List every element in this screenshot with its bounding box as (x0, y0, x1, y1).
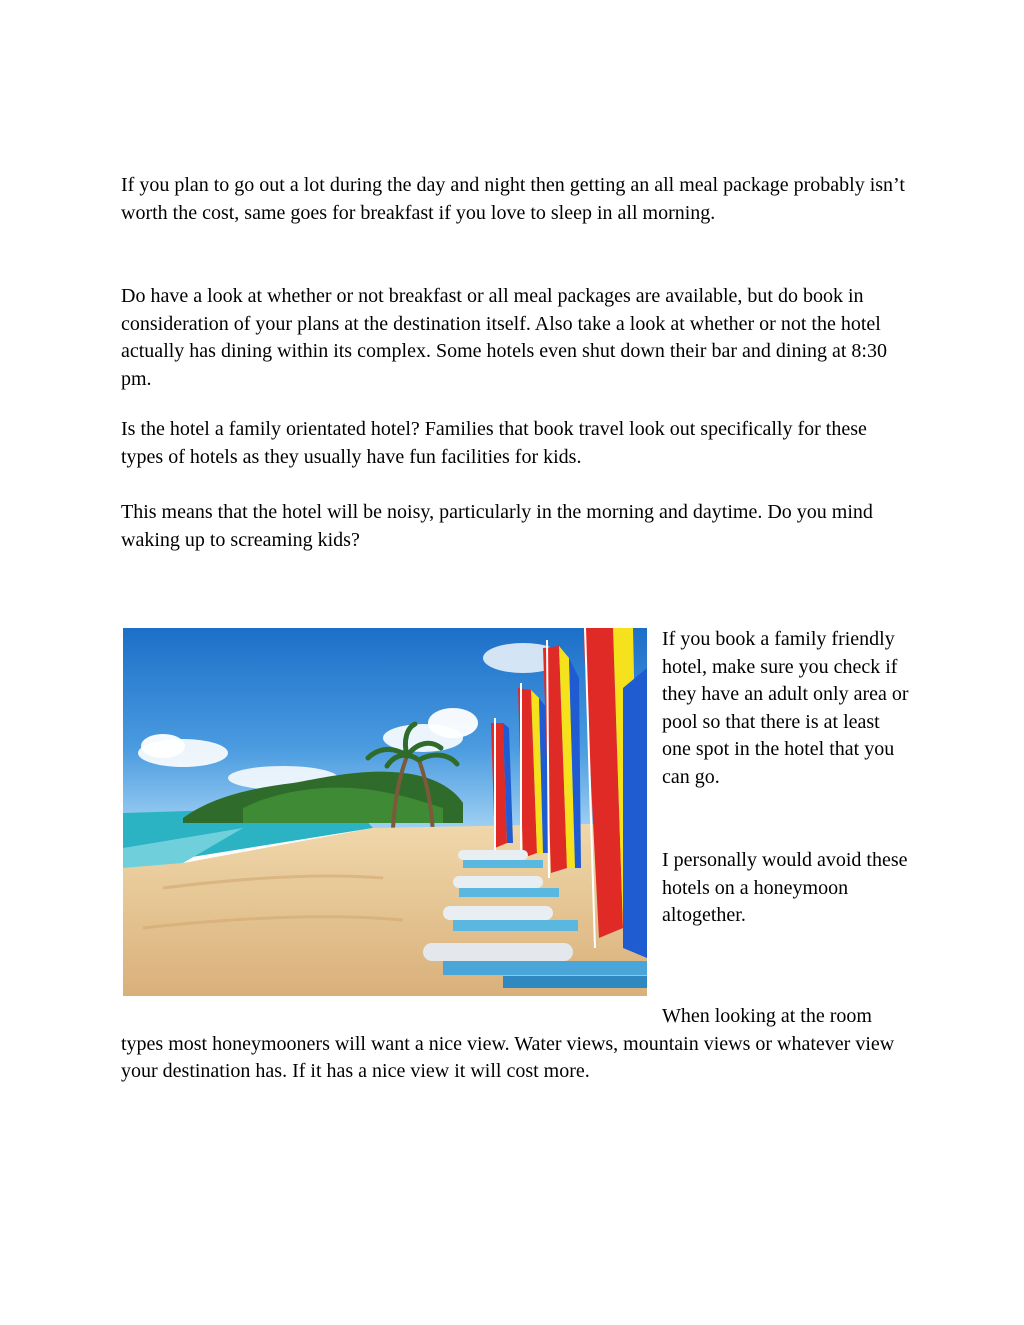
beach-catamaran-image (123, 628, 647, 996)
paragraph-meal-package: If you plan to go out a lot during the day and night then getting an all meal package probably isn’t worth the cost, same goes for breakfast if you love to sleep in all morning. (121, 174, 905, 224)
paragraph-room-view-rest: types most honeymooners will want a nice view. Water views, mountain views or whatever view your destination has. If it has a nice view it will cost more. (121, 1032, 895, 1083)
side-paragraph-avoid-honeymoon: I personally would avoid these hotels on a honeymoon altogether. (662, 849, 908, 927)
paragraph-noisy-hotel: This means that the hotel will be noisy, particularly in the morning and daytime. Do you mind waking up to screaming kids? (121, 501, 873, 551)
paragraph-room-view-lead: When looking at the room (662, 1005, 872, 1027)
paragraph-breakfast-check: Do have a look at whether or not breakfast or all meal packages are available, but do book in consideration of your plans at the destination itself. Also take a look at whether or not the hotel actually has dining within its complex. Some hotels even shut down their bar and dining at 8:30 pm. (121, 285, 887, 390)
paragraph-room-view (121, 1003, 911, 1086)
side-paragraph-adult-area: If you book a family friendly hotel, make sure you check if they have an adult only area or pool so that there is at least one spot in the hotel that you can go. (662, 628, 909, 788)
paragraph-family-hotel: Is the hotel a family orientated hotel? Families that book travel look out specifically for these types of hotels as they usually have fun facilities for kids. (121, 418, 867, 468)
